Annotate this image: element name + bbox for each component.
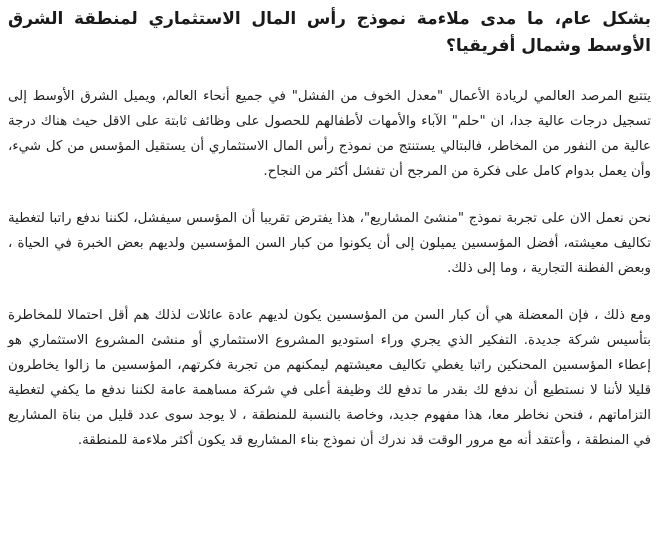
paragraph-founder-dilemma: ومع ذلك ، فإن المعضلة هي أن كبار السن من المؤسسين يكون لديهم عادة عائلات لذلك هم أقل احتمالا للمخاطرة بتأسيس شركة جديدة. التفكير الذي يجري وراء استوديو المشروع الاستثماري أو منشئ المشروع الاستثماري هو إعطاء المؤسسين المحنكين راتبا يغطي تكاليف معيشتهم ليمكنهم من تجربة فكرتهم، المؤسسين ما زالوا يخاطرون قليلا لأننا لا نستطيع أن ندفع لك بقدر ما تدفع لك وظيفة أعلى في شركة مساهمة عامة لكننا ندفع ما يكفي لتغطية التزاماتهم ، فنحن نخاطر معا، هذا مفهوم جديد، وخاصة بالنسبة للمنطقة ، لا يوجد سوى عدد قليل من بناة المشاريع في المنطقة ، وأعتقد أنه مع مرور الوقت قد ندرك أن نموذج بناء المشاريع قد يكون أكثر ملاءمة للمنطقة.	[8, 308, 651, 448]
article-heading: بشكل عام، ما مدى ملاءمة نموذج رأس المال الاستثماري لمنطقة الشرق الأوسط وشمال أفريقيا؟	[8, 9, 651, 56]
paragraph-fear-of-failure: يتتبع المرصد العالمي لريادة الأعمال "معدل الخوف من الفشل" في جميع أنحاء العالم، ويميل الشرق الأوسط إلى تسجيل درجات عالية جدا، ان "حلم" الآباء والأمهات لأطفالهم للحصول على وظائف ثابتة على الاقل حيث هناك درجة عالية من النفور من المخاطر، فالبتالي يستنتج من نموذج رأس المال الاستثماري أن يستقيل المؤسس من كل شيء، وأن يعمل بدوام كامل على فكرة من المرجح أن تفشل أكثر من النجاح.	[8, 89, 651, 179]
paragraph-venture-builder-model: نحن نعمل الان على تجربة نموذج "منشئ المشاريع"، هذا يفترض تقريبا أن المؤسس سيفشل، لكننا ندفع راتبا لتغطية تكاليف معيشته، أفضل المؤسسين يميلون إلى أن يكونوا من كبار السن المؤسسين ولديهم بعض الخبرة في الحياة ، وبعض الفطنة التجارية ، وما إلى ذلك.	[8, 211, 651, 276]
